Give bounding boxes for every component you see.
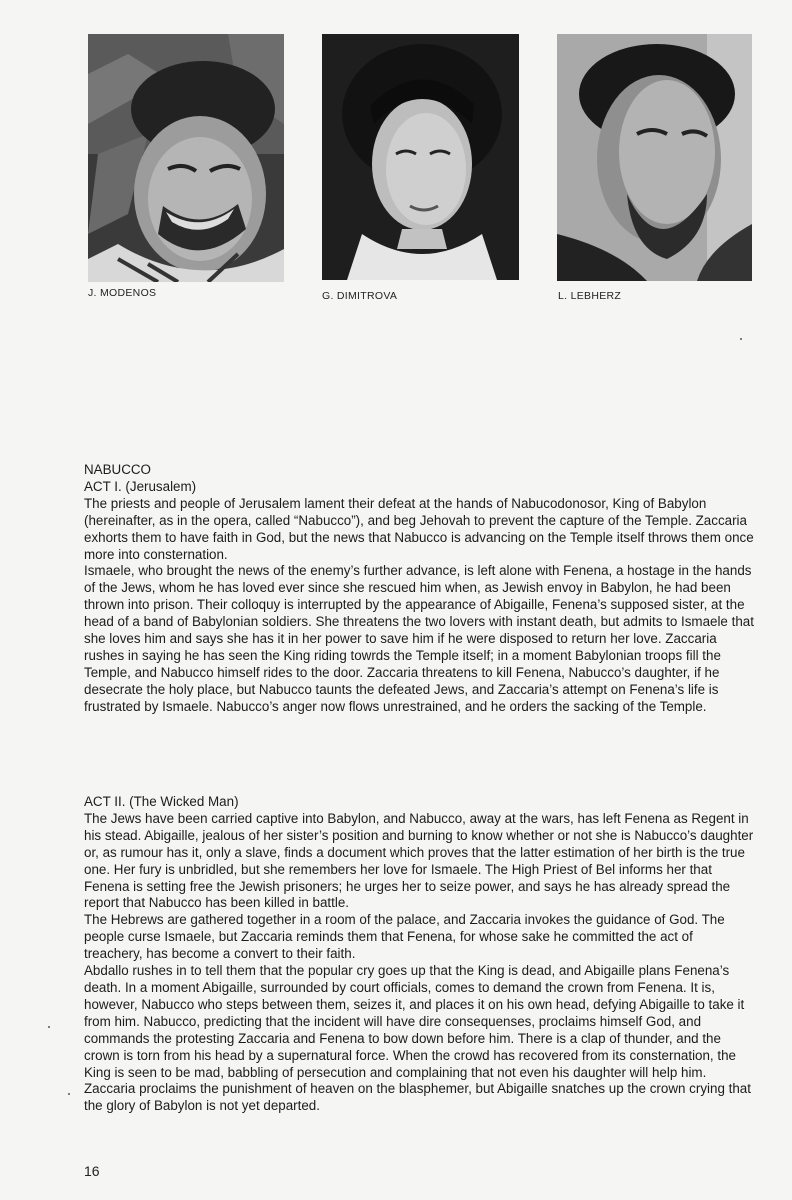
synopsis-paragraph: The Hebrews are gathered together in a room of the palace, and Zaccaria invokes the guidance of God. The people curse Ismaele, but Zaccaria reminds them that Fenena, for whose sake he committed the act of treachery, has become a convert to their faith. — [84, 912, 725, 962]
portrait-photo-modenos — [88, 34, 284, 282]
photo-caption: J. MODENOS — [88, 287, 157, 299]
act-heading: ACT II. (The Wicked Man) — [84, 794, 239, 809]
photo-caption: L. LEBHERZ — [558, 290, 622, 302]
act-two-synopsis — [84, 794, 754, 1115]
portrait-photo-dimitrova — [322, 34, 519, 280]
page-number: 16 — [84, 1163, 100, 1179]
act-one-synopsis — [84, 462, 754, 716]
photo-caption: G. DIMITROVA — [322, 290, 398, 302]
act-heading: ACT I. (Jerusalem) — [84, 478, 197, 494]
synopsis-paragraph: The priests and people of Jerusalem lament their defeat at the hands of Nabucodonosor, King of Babylon (hereinafter, as in the opera, called “Nabucco”), and beg Jehovah to prevent the capture of the Temple. Zaccaria exhorts them to have faith in God, but the news that Nabucco is advancing on the Temple itself throws them once more into consternation. — [84, 495, 754, 562]
print-speck — [740, 338, 742, 340]
portrait-photo-lebherz — [557, 34, 752, 281]
print-speck — [48, 1026, 50, 1028]
synopsis-paragraph: Abdallo rushes in to tell them that the popular cry goes up that the King is dead, and Abigaille plans Fenena’s death. In a moment Abigaille, surrounded by court officials, comes to demand the crown from Fenena. It is, however, Nabucco who steps between them, seizes it, and places it on his own head, defying Abigaille to take it from him. Nabucco, predicting that the incident will have dire consequenses, proclaims himself God, and commands the protesting Zaccaria and Fenena to bow down before him. There is a clap of thunder, and the crown is torn from his head by a supernatural force. When the crowd has recovered from its consternation, the King is seen to be mad, babbling of persecution and complaining that not even his daughter will help him. Zaccaria proclaims the punishment of heaven on the blasphemer, but Abigaille snatches up the crown crying that the glory of Babylon is not yet departed. — [84, 963, 751, 1114]
synopsis-paragraph: Ismaele, who brought the news of the enemy’s further advance, is left alone with Fenena, a hostage in the hands of the Jews, whom he has loved ever since she rescued him when, as Jewish envoy in Babylon, he had been thrown into prison. Their colloquy is interrupted by the appearance of Abigaille, Fenena’s supposed sister, at the head of a band of Babylonian soldiers. She threatens the two lovers with instant death, but admits to Ismaele that she loves him and says she has it in her power to save him if he were disposed to return her love. Zaccaria rushes in saying he has seen the King riding towrds the Temple itself; in a moment Babylonian troops fill the Temple, and Nabucco himself rides to the door. Zaccaria threatens to kill Fenena, Nabucco’s daughter, if he desecrate the holy place, but Nabucco taunts the defeated Jews, and Zaccaria’s attempt on Fenena’s life is frustrated by Ismaele. Nabucco’s anger now flows unrestrained, and he orders the sacking of the Temple. — [84, 563, 754, 714]
opera-title: NABUCCO — [84, 462, 151, 477]
synopsis-paragraph: The Jews have been carried captive into Babylon, and Nabucco, away at the wars, has left Fenena as Regent in his stead. Abigaille, jealous of her sister’s position and burning to know whether or not she is Nabucco’s daughter or, as rumour has it, only a slave, finds a document which proves that the latter estimation of her birth is the true one. Her fury is unbridled, but she remembers her love for Ismaele. The High Priest of Bel informs her that Fenena is setting free the Jewish prisoners; he urges her to seize power, and says he has already spread the report that Nabucco has been killed in battle. — [84, 810, 754, 911]
print-speck — [68, 1093, 70, 1095]
